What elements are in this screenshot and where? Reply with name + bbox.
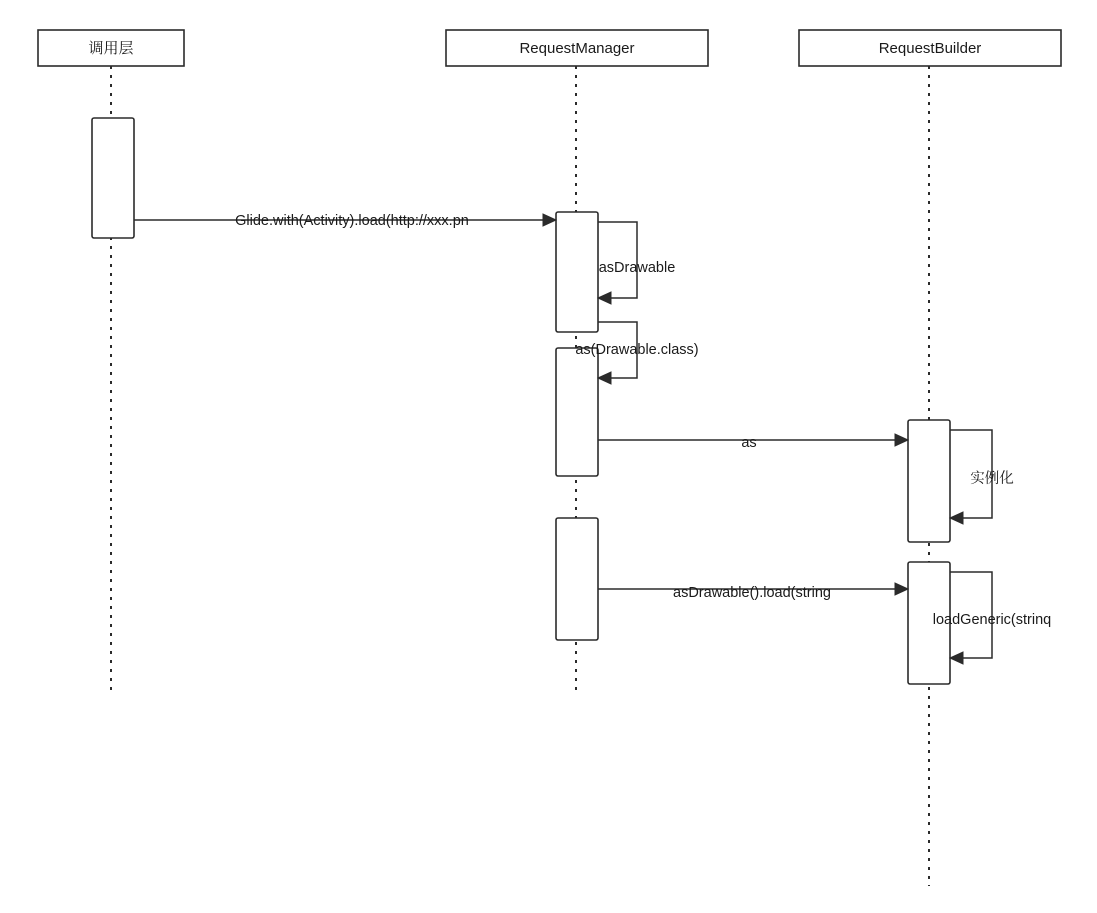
message-msg-as bbox=[598, 434, 908, 451]
message-msg-glide-with-load bbox=[134, 213, 556, 229]
message-label: 实例化 bbox=[970, 471, 1014, 487]
message-label: loadGeneric(strinq bbox=[932, 612, 1052, 628]
message-arrowhead bbox=[598, 372, 611, 384]
message-msg-instantiate bbox=[950, 430, 1014, 524]
lifeline-label: 调用层 bbox=[88, 39, 134, 57]
message-arrowhead bbox=[950, 652, 963, 664]
message-arrowhead bbox=[895, 583, 908, 595]
message-label: Glide.with(Activity).load(http://xxx.pn bbox=[235, 213, 469, 229]
message-arrowhead bbox=[543, 214, 556, 226]
activation-bar-rb-act-1 bbox=[908, 420, 950, 542]
activation-bar-rm-act-2 bbox=[556, 348, 598, 476]
lifeline-label: RequestBuilder bbox=[878, 39, 982, 57]
activation-bar-rm-act-1 bbox=[556, 212, 598, 332]
message-arrowhead bbox=[598, 292, 611, 304]
message-label: asDrawable().load(string bbox=[673, 585, 831, 601]
message-label: as(Drawable.class) bbox=[575, 342, 699, 358]
message-arrowhead bbox=[950, 512, 963, 524]
activation-bar-caller-act-1 bbox=[92, 118, 134, 238]
message-msg-as-drawable-load-string bbox=[598, 583, 908, 601]
lifeline-label: RequestManager bbox=[519, 39, 635, 57]
message-label: as bbox=[741, 435, 757, 451]
message-arrowhead bbox=[895, 434, 908, 446]
message-label: asDrawable bbox=[598, 260, 676, 276]
activation-bar-rm-act-3 bbox=[556, 518, 598, 640]
message-msg-as-drawable bbox=[598, 222, 675, 304]
